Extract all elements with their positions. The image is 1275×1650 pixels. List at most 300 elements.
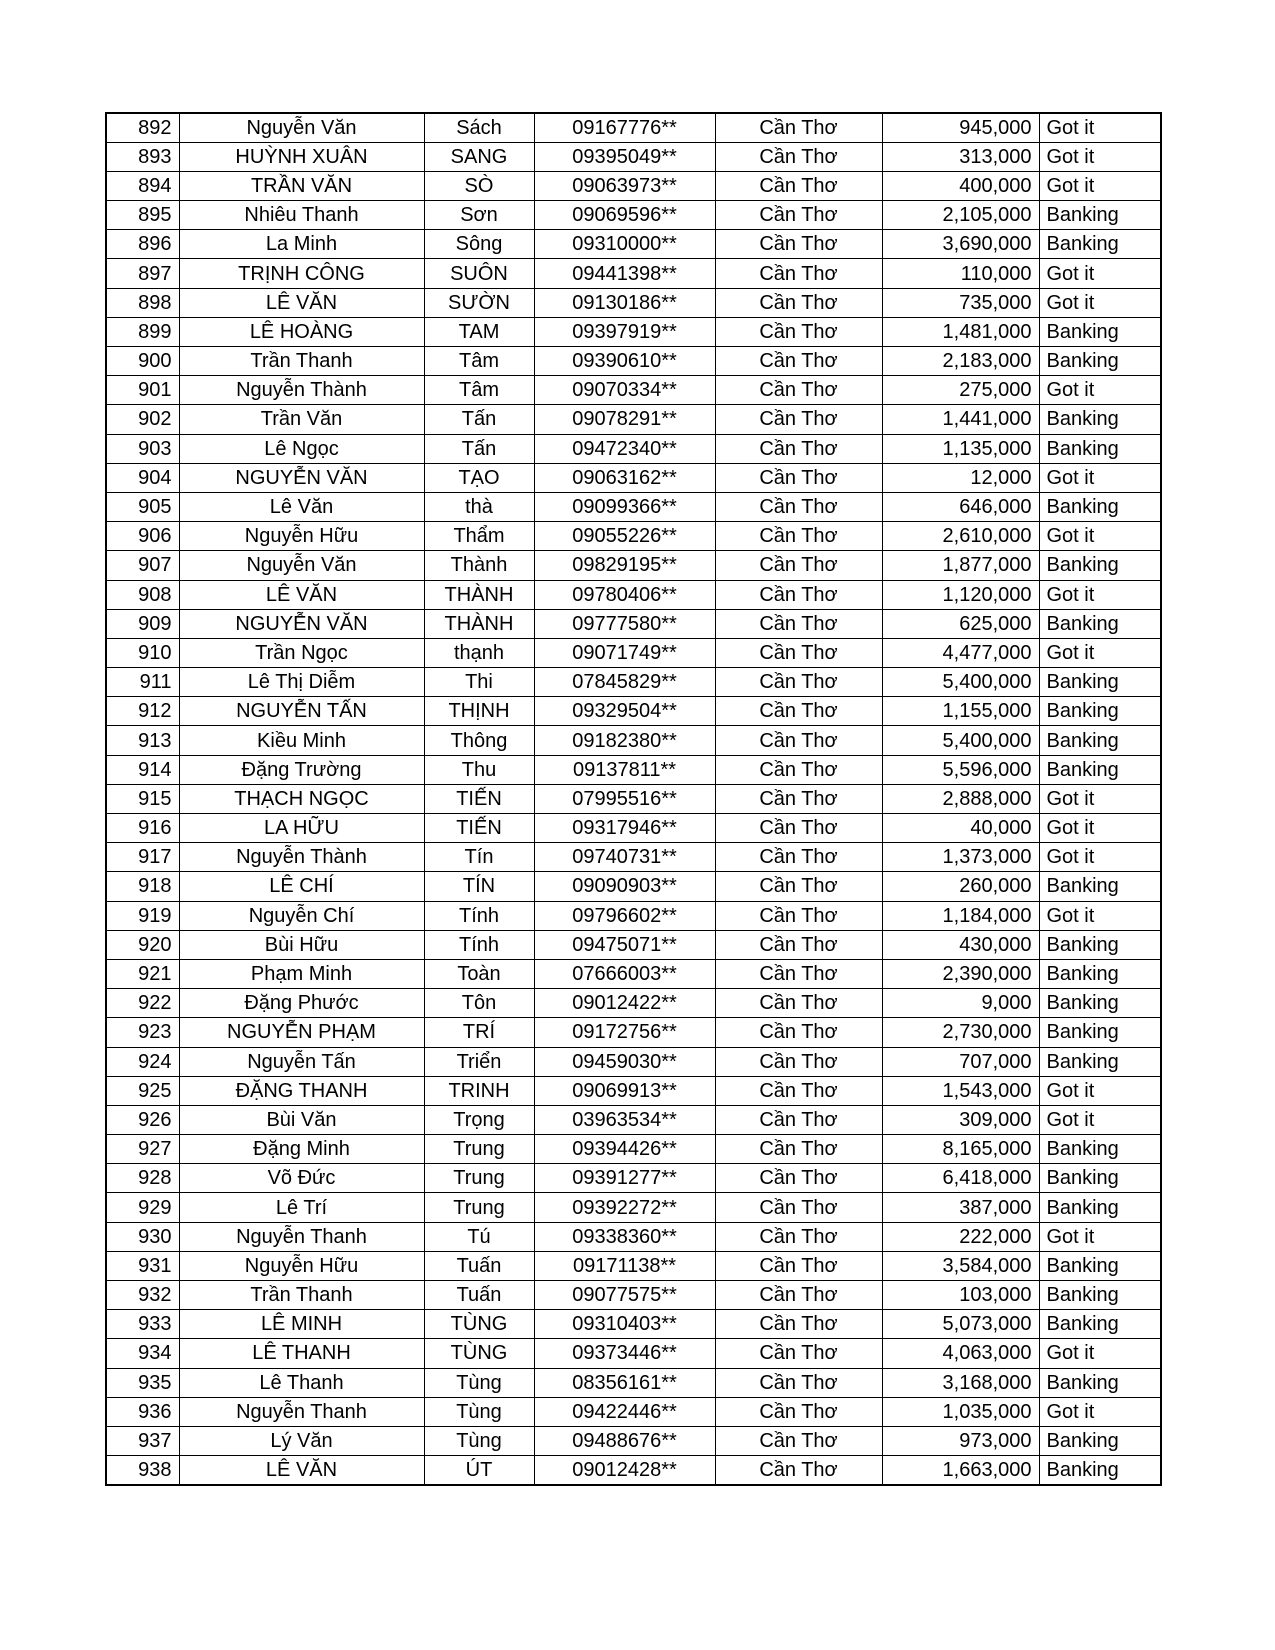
amount-cell: 309,000 (882, 1105, 1039, 1134)
phone-cell: 09063162** (534, 463, 715, 492)
first-name-cell: Tùng (424, 1368, 534, 1397)
row-number-cell: 921 (106, 959, 179, 988)
phone-cell: 09740731** (534, 843, 715, 872)
last-name-cell: LÊ THANH (179, 1339, 424, 1368)
last-name-cell: LÊ VĂN (179, 580, 424, 609)
last-name-cell: NGUYỄN PHẠM (179, 1018, 424, 1047)
last-name-cell: Bùi Văn (179, 1105, 424, 1134)
amount-cell: 3,690,000 (882, 230, 1039, 259)
payment-method-cell: Banking (1039, 1426, 1161, 1455)
city-cell: Cần Thơ (715, 901, 882, 930)
table-row (106, 376, 1161, 405)
last-name-cell: Đặng Phước (179, 989, 424, 1018)
amount-cell: 2,105,000 (882, 201, 1039, 230)
table-row (106, 1281, 1161, 1310)
first-name-cell: Thành (424, 551, 534, 580)
phone-cell: 09441398** (534, 259, 715, 288)
phone-cell: 09392272** (534, 1193, 715, 1222)
city-cell: Cần Thơ (715, 959, 882, 988)
city-cell: Cần Thơ (715, 843, 882, 872)
amount-cell: 4,477,000 (882, 638, 1039, 667)
payment-method-cell: Got it (1039, 1076, 1161, 1105)
table-row (106, 317, 1161, 346)
row-number-cell: 912 (106, 697, 179, 726)
payment-method-cell: Banking (1039, 347, 1161, 376)
phone-cell: 09182380** (534, 726, 715, 755)
payment-method-cell: Banking (1039, 1193, 1161, 1222)
city-cell: Cần Thơ (715, 1135, 882, 1164)
row-number-cell: 909 (106, 609, 179, 638)
amount-cell: 2,888,000 (882, 784, 1039, 813)
phone-cell: 09078291** (534, 405, 715, 434)
table-row (106, 1222, 1161, 1251)
row-number-cell: 894 (106, 171, 179, 200)
payment-method-cell: Got it (1039, 901, 1161, 930)
first-name-cell: TRÍ (424, 1018, 534, 1047)
row-number-cell: 911 (106, 668, 179, 697)
row-number-cell: 922 (106, 989, 179, 1018)
row-number-cell: 923 (106, 1018, 179, 1047)
amount-cell: 1,155,000 (882, 697, 1039, 726)
table-body (106, 113, 1161, 1485)
table-row (106, 1135, 1161, 1164)
row-number-cell: 904 (106, 463, 179, 492)
amount-cell: 5,073,000 (882, 1310, 1039, 1339)
payment-method-cell: Banking (1039, 1456, 1161, 1485)
last-name-cell: HUỲNH XUÂN (179, 142, 424, 171)
city-cell: Cần Thơ (715, 726, 882, 755)
table-row (106, 1047, 1161, 1076)
table-row (106, 551, 1161, 580)
table-row (106, 1105, 1161, 1134)
city-cell: Cần Thơ (715, 522, 882, 551)
payment-method-cell: Banking (1039, 317, 1161, 346)
row-number-cell: 901 (106, 376, 179, 405)
first-name-cell: Tùng (424, 1426, 534, 1455)
payment-method-cell: Banking (1039, 1047, 1161, 1076)
city-cell: Cần Thơ (715, 1222, 882, 1251)
last-name-cell: Võ Đức (179, 1164, 424, 1193)
table-row (106, 697, 1161, 726)
phone-cell: 09171138** (534, 1251, 715, 1280)
first-name-cell: thạnh (424, 638, 534, 667)
amount-cell: 2,183,000 (882, 347, 1039, 376)
payment-method-cell: Got it (1039, 1222, 1161, 1251)
table-row (106, 1456, 1161, 1485)
phone-cell: 09099366** (534, 492, 715, 521)
row-number-cell: 896 (106, 230, 179, 259)
payment-method-cell: Banking (1039, 1018, 1161, 1047)
table-row (106, 1018, 1161, 1047)
payment-method-cell: Got it (1039, 259, 1161, 288)
city-cell: Cần Thơ (715, 288, 882, 317)
amount-cell: 6,418,000 (882, 1164, 1039, 1193)
amount-cell: 8,165,000 (882, 1135, 1039, 1164)
table-row (106, 347, 1161, 376)
amount-cell: 1,035,000 (882, 1397, 1039, 1426)
city-cell: Cần Thơ (715, 434, 882, 463)
table-row (106, 1193, 1161, 1222)
first-name-cell: Sách (424, 113, 534, 142)
last-name-cell: Lê Ngọc (179, 434, 424, 463)
row-number-cell: 916 (106, 814, 179, 843)
first-name-cell: Thẩm (424, 522, 534, 551)
results-table (105, 112, 1162, 1486)
city-cell: Cần Thơ (715, 492, 882, 521)
phone-cell: 09130186** (534, 288, 715, 317)
city-cell: Cần Thơ (715, 755, 882, 784)
table-row (106, 1251, 1161, 1280)
city-cell: Cần Thơ (715, 230, 882, 259)
phone-cell: 09397919** (534, 317, 715, 346)
phone-cell: 09796602** (534, 901, 715, 930)
row-number-cell: 928 (106, 1164, 179, 1193)
city-cell: Cần Thơ (715, 1047, 882, 1076)
amount-cell: 275,000 (882, 376, 1039, 405)
city-cell: Cần Thơ (715, 668, 882, 697)
city-cell: Cần Thơ (715, 580, 882, 609)
row-number-cell: 919 (106, 901, 179, 930)
city-cell: Cần Thơ (715, 317, 882, 346)
city-cell: Cần Thơ (715, 1105, 882, 1134)
amount-cell: 1,373,000 (882, 843, 1039, 872)
amount-cell: 735,000 (882, 288, 1039, 317)
amount-cell: 400,000 (882, 171, 1039, 200)
last-name-cell: Nguyễn Hữu (179, 522, 424, 551)
table-row (106, 1164, 1161, 1193)
first-name-cell: Trung (424, 1193, 534, 1222)
last-name-cell: Nguyễn Chí (179, 901, 424, 930)
table-row (106, 843, 1161, 872)
last-name-cell: NGUYỄN VĂN (179, 609, 424, 638)
last-name-cell: Nhiêu Thanh (179, 201, 424, 230)
first-name-cell: Tính (424, 901, 534, 930)
last-name-cell: NGUYỄN VĂN (179, 463, 424, 492)
payment-method-cell: Banking (1039, 1164, 1161, 1193)
city-cell: Cần Thơ (715, 930, 882, 959)
phone-cell: 03963534** (534, 1105, 715, 1134)
last-name-cell: Lê Thanh (179, 1368, 424, 1397)
first-name-cell: Trung (424, 1164, 534, 1193)
row-number-cell: 902 (106, 405, 179, 434)
first-name-cell: Sông (424, 230, 534, 259)
amount-cell: 313,000 (882, 142, 1039, 171)
city-cell: Cần Thơ (715, 376, 882, 405)
amount-cell: 2,610,000 (882, 522, 1039, 551)
row-number-cell: 936 (106, 1397, 179, 1426)
first-name-cell: SƯỜN (424, 288, 534, 317)
last-name-cell: Đặng Trường (179, 755, 424, 784)
table-row (106, 784, 1161, 813)
first-name-cell: Sơn (424, 201, 534, 230)
last-name-cell: Trần Ngọc (179, 638, 424, 667)
table-row (106, 814, 1161, 843)
payment-method-cell: Banking (1039, 609, 1161, 638)
city-cell: Cần Thơ (715, 814, 882, 843)
payment-method-cell: Got it (1039, 843, 1161, 872)
payment-method-cell: Banking (1039, 1135, 1161, 1164)
payment-method-cell: Got it (1039, 522, 1161, 551)
table-row (106, 230, 1161, 259)
table-row (106, 142, 1161, 171)
first-name-cell: Trọng (424, 1105, 534, 1134)
last-name-cell: Phạm Minh (179, 959, 424, 988)
payment-method-cell: Banking (1039, 930, 1161, 959)
phone-cell: 09391277** (534, 1164, 715, 1193)
amount-cell: 387,000 (882, 1193, 1039, 1222)
row-number-cell: 932 (106, 1281, 179, 1310)
payment-method-cell: Banking (1039, 989, 1161, 1018)
amount-cell: 1,877,000 (882, 551, 1039, 580)
phone-cell: 08356161** (534, 1368, 715, 1397)
city-cell: Cần Thơ (715, 171, 882, 200)
payment-method-cell: Banking (1039, 492, 1161, 521)
payment-method-cell: Banking (1039, 405, 1161, 434)
phone-cell: 09394426** (534, 1135, 715, 1164)
row-number-cell: 938 (106, 1456, 179, 1485)
first-name-cell: TÙNG (424, 1310, 534, 1339)
payment-method-cell: Got it (1039, 638, 1161, 667)
city-cell: Cần Thơ (715, 259, 882, 288)
first-name-cell: THÀNH (424, 609, 534, 638)
phone-cell: 09012428** (534, 1456, 715, 1485)
first-name-cell: Tuấn (424, 1281, 534, 1310)
amount-cell: 3,168,000 (882, 1368, 1039, 1397)
row-number-cell: 930 (106, 1222, 179, 1251)
row-number-cell: 918 (106, 872, 179, 901)
amount-cell: 260,000 (882, 872, 1039, 901)
phone-cell: 07666003** (534, 959, 715, 988)
phone-cell: 09137811** (534, 755, 715, 784)
first-name-cell: TẠO (424, 463, 534, 492)
last-name-cell: Lê Trí (179, 1193, 424, 1222)
city-cell: Cần Thơ (715, 1251, 882, 1280)
row-number-cell: 897 (106, 259, 179, 288)
first-name-cell: thà (424, 492, 534, 521)
city-cell: Cần Thơ (715, 1281, 882, 1310)
table-row (106, 113, 1161, 142)
payment-method-cell: Banking (1039, 872, 1161, 901)
payment-method-cell: Got it (1039, 463, 1161, 492)
city-cell: Cần Thơ (715, 463, 882, 492)
amount-cell: 625,000 (882, 609, 1039, 638)
table-row (106, 1368, 1161, 1397)
first-name-cell: Triển (424, 1047, 534, 1076)
table-row (106, 171, 1161, 200)
first-name-cell: TÍN (424, 872, 534, 901)
first-name-cell: SANG (424, 142, 534, 171)
amount-cell: 1,135,000 (882, 434, 1039, 463)
payment-method-cell: Banking (1039, 1251, 1161, 1280)
amount-cell: 945,000 (882, 113, 1039, 142)
payment-method-cell: Got it (1039, 171, 1161, 200)
payment-method-cell: Banking (1039, 551, 1161, 580)
phone-cell: 09780406** (534, 580, 715, 609)
row-number-cell: 906 (106, 522, 179, 551)
amount-cell: 40,000 (882, 814, 1039, 843)
row-number-cell: 924 (106, 1047, 179, 1076)
city-cell: Cần Thơ (715, 1397, 882, 1426)
row-number-cell: 927 (106, 1135, 179, 1164)
table-row (106, 1310, 1161, 1339)
city-cell: Cần Thơ (715, 1339, 882, 1368)
phone-cell: 09090903** (534, 872, 715, 901)
payment-method-cell: Got it (1039, 142, 1161, 171)
amount-cell: 1,441,000 (882, 405, 1039, 434)
city-cell: Cần Thơ (715, 405, 882, 434)
amount-cell: 1,481,000 (882, 317, 1039, 346)
phone-cell: 09167776** (534, 113, 715, 142)
phone-cell: 09077575** (534, 1281, 715, 1310)
phone-cell: 09071749** (534, 638, 715, 667)
last-name-cell: Nguyễn Thành (179, 843, 424, 872)
amount-cell: 9,000 (882, 989, 1039, 1018)
table-row (106, 288, 1161, 317)
last-name-cell: NGUYỄN TẤN (179, 697, 424, 726)
phone-cell: 07995516** (534, 784, 715, 813)
table-row (106, 930, 1161, 959)
amount-cell: 5,400,000 (882, 726, 1039, 755)
last-name-cell: LA HỮU (179, 814, 424, 843)
amount-cell: 110,000 (882, 259, 1039, 288)
last-name-cell: Nguyễn Văn (179, 551, 424, 580)
first-name-cell: Thông (424, 726, 534, 755)
first-name-cell: Tính (424, 930, 534, 959)
first-name-cell: TAM (424, 317, 534, 346)
payment-method-cell: Banking (1039, 959, 1161, 988)
row-number-cell: 895 (106, 201, 179, 230)
row-number-cell: 926 (106, 1105, 179, 1134)
payment-method-cell: Got it (1039, 784, 1161, 813)
payment-method-cell: Banking (1039, 697, 1161, 726)
row-number-cell: 935 (106, 1368, 179, 1397)
row-number-cell: 934 (106, 1339, 179, 1368)
table-row (106, 1076, 1161, 1105)
last-name-cell: THẠCH NGỌC (179, 784, 424, 813)
first-name-cell: SUÔN (424, 259, 534, 288)
phone-cell: 09317946** (534, 814, 715, 843)
first-name-cell: TRINH (424, 1076, 534, 1105)
city-cell: Cần Thơ (715, 989, 882, 1018)
phone-cell: 09310000** (534, 230, 715, 259)
last-name-cell: Bùi Hữu (179, 930, 424, 959)
phone-cell: 09069913** (534, 1076, 715, 1105)
last-name-cell: Lê Thị Diễm (179, 668, 424, 697)
row-number-cell: 910 (106, 638, 179, 667)
amount-cell: 1,184,000 (882, 901, 1039, 930)
city-cell: Cần Thơ (715, 784, 882, 813)
payment-method-cell: Banking (1039, 434, 1161, 463)
table-row (106, 463, 1161, 492)
row-number-cell: 917 (106, 843, 179, 872)
payment-method-cell: Banking (1039, 1281, 1161, 1310)
table-row (106, 580, 1161, 609)
table-row (106, 522, 1161, 551)
first-name-cell: Tuấn (424, 1251, 534, 1280)
first-name-cell: Toàn (424, 959, 534, 988)
payment-method-cell: Banking (1039, 201, 1161, 230)
last-name-cell: Nguyễn Thanh (179, 1222, 424, 1251)
amount-cell: 1,120,000 (882, 580, 1039, 609)
first-name-cell: Tâm (424, 347, 534, 376)
row-number-cell: 929 (106, 1193, 179, 1222)
phone-cell: 09329504** (534, 697, 715, 726)
payment-method-cell: Banking (1039, 755, 1161, 784)
phone-cell: 09338360** (534, 1222, 715, 1251)
first-name-cell: Tấn (424, 405, 534, 434)
row-number-cell: 920 (106, 930, 179, 959)
phone-cell: 09475071** (534, 930, 715, 959)
amount-cell: 646,000 (882, 492, 1039, 521)
last-name-cell: LÊ VĂN (179, 1456, 424, 1485)
table-row (106, 755, 1161, 784)
last-name-cell: ĐẶNG THANH (179, 1076, 424, 1105)
payment-method-cell: Got it (1039, 376, 1161, 405)
payment-method-cell: Banking (1039, 1310, 1161, 1339)
row-number-cell: 933 (106, 1310, 179, 1339)
amount-cell: 12,000 (882, 463, 1039, 492)
table-row (106, 901, 1161, 930)
payment-method-cell: Got it (1039, 1339, 1161, 1368)
city-cell: Cần Thơ (715, 201, 882, 230)
table-row (106, 959, 1161, 988)
payment-method-cell: Got it (1039, 1105, 1161, 1134)
last-name-cell: Trần Thanh (179, 1281, 424, 1310)
first-name-cell: Tâm (424, 376, 534, 405)
phone-cell: 09777580** (534, 609, 715, 638)
table-row (106, 434, 1161, 463)
first-name-cell: Tôn (424, 989, 534, 1018)
phone-cell: 07845829** (534, 668, 715, 697)
phone-cell: 09390610** (534, 347, 715, 376)
amount-cell: 2,390,000 (882, 959, 1039, 988)
first-name-cell: Tùng (424, 1397, 534, 1426)
payment-method-cell: Got it (1039, 580, 1161, 609)
last-name-cell: Kiều Minh (179, 726, 424, 755)
amount-cell: 4,063,000 (882, 1339, 1039, 1368)
payment-method-cell: Banking (1039, 668, 1161, 697)
city-cell: Cần Thơ (715, 1368, 882, 1397)
last-name-cell: LÊ MINH (179, 1310, 424, 1339)
last-name-cell: Lý Văn (179, 1426, 424, 1455)
payment-method-cell: Got it (1039, 1397, 1161, 1426)
last-name-cell: LÊ CHÍ (179, 872, 424, 901)
payment-method-cell: Banking (1039, 230, 1161, 259)
table-row (106, 668, 1161, 697)
row-number-cell: 903 (106, 434, 179, 463)
last-name-cell: TRỊNH CÔNG (179, 259, 424, 288)
row-number-cell: 907 (106, 551, 179, 580)
last-name-cell: Nguyễn Văn (179, 113, 424, 142)
phone-cell: 09055226** (534, 522, 715, 551)
amount-cell: 707,000 (882, 1047, 1039, 1076)
phone-cell: 09069596** (534, 201, 715, 230)
row-number-cell: 913 (106, 726, 179, 755)
city-cell: Cần Thơ (715, 1193, 882, 1222)
amount-cell: 103,000 (882, 1281, 1039, 1310)
phone-cell: 09395049** (534, 142, 715, 171)
phone-cell: 09063973** (534, 171, 715, 200)
first-name-cell: Tú (424, 1222, 534, 1251)
phone-cell: 09373446** (534, 1339, 715, 1368)
last-name-cell: Trần Văn (179, 405, 424, 434)
first-name-cell: ÚT (424, 1456, 534, 1485)
amount-cell: 222,000 (882, 1222, 1039, 1251)
city-cell: Cần Thơ (715, 551, 882, 580)
amount-cell: 3,584,000 (882, 1251, 1039, 1280)
last-name-cell: LÊ HOÀNG (179, 317, 424, 346)
first-name-cell: TÙNG (424, 1339, 534, 1368)
